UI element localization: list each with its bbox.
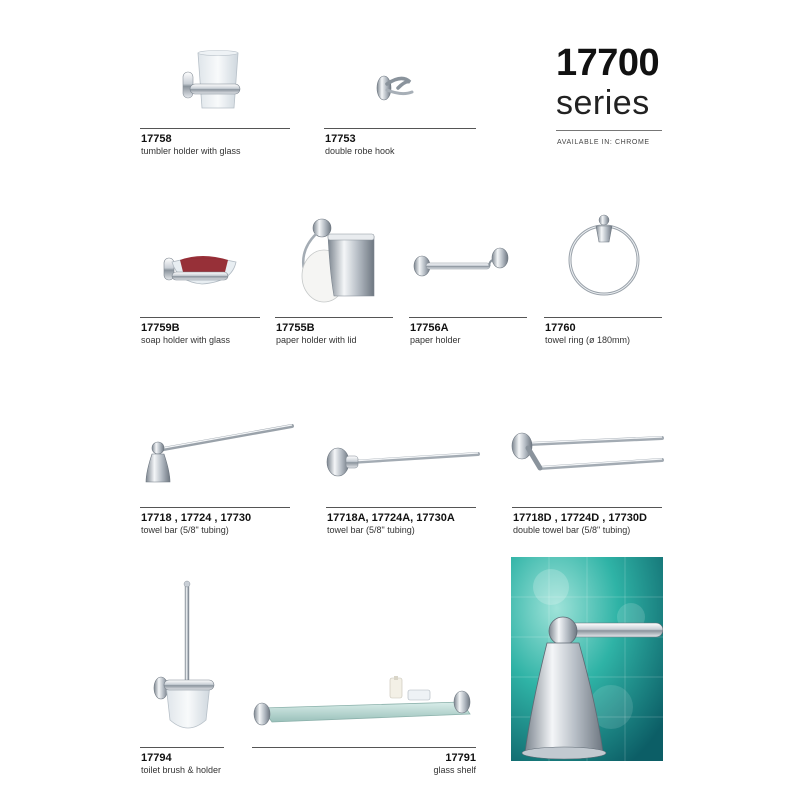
product-description: towel bar (5/8" tubing)	[327, 525, 415, 535]
product-description: paper holder with lid	[276, 335, 357, 345]
availability-note: AVAILABLE IN: CHROME	[557, 139, 650, 146]
product-code: 17756A	[410, 322, 449, 334]
series-title: series	[556, 84, 650, 122]
towel-bar-a-image	[324, 440, 480, 482]
product-code: 17753	[325, 133, 356, 145]
towel-bar-image	[142, 420, 294, 486]
product-description: soap holder with glass	[141, 335, 231, 345]
product-code: 17794	[141, 752, 172, 764]
robe-hook-image	[372, 70, 418, 106]
product-description: toilet brush & holder	[141, 765, 222, 775]
product-description: towel ring (ø 180mm)	[545, 335, 631, 345]
towel-ring-image	[556, 212, 652, 298]
tumbler-holder-image	[180, 48, 250, 118]
paper-holder-image	[412, 244, 512, 280]
product-code: 17759B	[141, 322, 180, 334]
product-code: 17758	[141, 133, 172, 145]
double-towel-bar-image	[510, 428, 664, 486]
product-description: double towel bar (5/8" tubing)	[513, 525, 631, 535]
towel-bar-closeup-image	[511, 557, 663, 761]
product-code: 17718A, 17724A, 17730A	[327, 512, 455, 524]
product-description: glass shelf	[433, 765, 476, 775]
product-code: 17755B	[276, 322, 315, 334]
toilet-brush-image	[152, 580, 218, 740]
glass-shelf-image	[250, 676, 476, 734]
paper-holder-lid-image	[294, 214, 378, 304]
product-code: 17760	[545, 322, 576, 334]
series-number: 17700	[556, 42, 660, 84]
product-description: tumbler holder with glass	[141, 146, 241, 156]
product-description: paper holder	[410, 335, 461, 345]
product-description: towel bar (5/8" tubing)	[141, 525, 229, 535]
product-code: 17791	[445, 752, 476, 764]
lifestyle-photo	[511, 557, 663, 761]
product-code: 17718 , 17724 , 17730	[141, 512, 252, 524]
soap-holder-image	[162, 246, 240, 290]
product-description: double robe hook	[325, 146, 395, 156]
product-code: 17718D , 17724D , 17730D	[513, 512, 647, 524]
series-divider	[556, 130, 662, 131]
